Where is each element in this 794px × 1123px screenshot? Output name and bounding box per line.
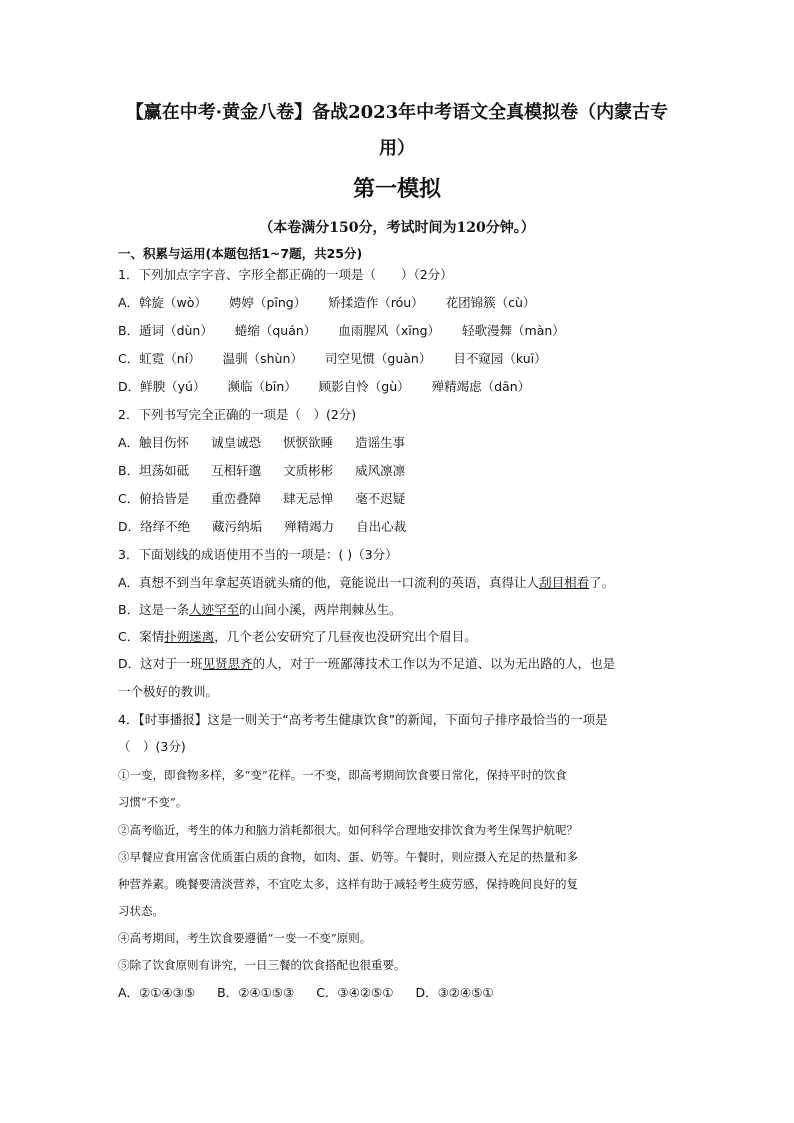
q3-b-underlined-idiom: 人迹罕至 xyxy=(189,602,240,617)
q1-c-3: 司空见惯（guàn） xyxy=(324,351,432,366)
q4-stem-points: （ ）(3分) xyxy=(118,739,186,754)
q3-a-post: 了。 xyxy=(589,575,615,590)
q3-a-pre: A．真想不到当年拿起英语就头痛的他，竟能说出一口流利的英语，真得让人 xyxy=(118,575,540,590)
q4-option-d: D．③②④⑤① xyxy=(415,985,494,1000)
q1-a-3: 矫揉造作（róu） xyxy=(328,295,424,310)
q2-b-3: 文质彬彬 xyxy=(283,463,334,478)
q1-c-2: 温驯（shùn） xyxy=(222,351,303,366)
q4-sentence-3: ③早餐应食用富含优质蛋白质的食物，如肉、蛋、奶等。午餐时，则应摄入充足的热量和多 xyxy=(118,850,578,864)
q3-a-underlined-idiom: 刮目相看 xyxy=(539,575,590,590)
q4-option-a: A．②①④③⑤ xyxy=(118,985,196,1000)
q4-options xyxy=(118,985,688,1001)
q2-c-3: 肆无忌惮 xyxy=(283,491,334,506)
q1-c-4: 目不窥园（kuī） xyxy=(453,351,547,366)
exam-note: （本卷满分150分，考试时间为120分钟。） xyxy=(259,220,535,236)
q1-option-d xyxy=(118,379,688,395)
q1-b-3: 血雨腥风（xīng） xyxy=(338,323,441,338)
q2-d-4: 自出心裁 xyxy=(356,519,407,534)
exam-title-line1: 【赢在中考·黄金八卷】备战2023年中考语文全真模拟卷（内蒙古专 xyxy=(125,102,669,123)
q3-c-underlined-idiom: 扑朔迷离 xyxy=(164,629,215,644)
q2-c-4: 毫不迟疑 xyxy=(355,491,406,506)
q2-c-1: C．俯拾皆是 xyxy=(118,491,190,506)
q4-stem: 4．【时事播报】这是一则关于“高考考生健康饮食”的新闻，下面句子排序最恰当的一项是 xyxy=(118,712,608,727)
q3-option-a xyxy=(118,575,688,591)
exam-subtitle: 第一模拟 xyxy=(352,176,441,202)
q3-c-pre: C．案情 xyxy=(118,629,165,644)
q1-a-2: 娉婷（pīng） xyxy=(228,295,307,310)
q4-sentence-3-line3: 习状态。 xyxy=(118,904,164,918)
q2-c-2: 重峦叠障 xyxy=(211,491,262,506)
q1-d-4: 殚精竭虑（dān） xyxy=(431,379,531,394)
q1-d-3: 顾影自怜（gù） xyxy=(318,379,410,394)
section-heading: 一、积累与运用(本题包括1~7题，共25分) xyxy=(118,246,363,261)
q1-a-4: 花团锦簇（cù） xyxy=(445,295,536,310)
q2-b-2: 互相轩邈 xyxy=(211,463,262,478)
q3-stem: 3．下面划线的成语使用不当的一项是：( )（3分） xyxy=(118,547,398,562)
q3-option-d xyxy=(118,656,688,672)
q3-d-pre: D．这对于一班 xyxy=(118,656,203,671)
q1-a-1: A．斡旋（wò） xyxy=(118,295,207,310)
q2-b-1: B．坦荡如砥 xyxy=(118,463,190,478)
q1-b-4: 轻歌漫舞（màn） xyxy=(462,323,565,338)
q4-sentence-2: ②高考临近，考生的体力和脑力消耗都很大。如何科学合理地安排饮食为考生保驾护航呢？ xyxy=(118,823,578,837)
q2-d-2: 藏污纳垢 xyxy=(212,519,263,534)
q2-b-4: 威风凛凛 xyxy=(355,463,406,478)
exam-title-line2: 用） xyxy=(379,138,415,159)
q3-option-b xyxy=(118,602,688,618)
q2-d-3: 殚精竭力 xyxy=(284,519,335,534)
q3-d-underlined-idiom: 见贤思齐 xyxy=(202,656,253,671)
q2-d-1: D．络绎不绝 xyxy=(118,519,191,534)
q4-sentence-5: ⑤除了饮食原则有讲究，一日三餐的饮食搭配也很重要。 xyxy=(118,958,406,972)
q1-d-1: D．鲜腴（yú） xyxy=(118,379,206,394)
q2-a-3: 恹恹欲睡 xyxy=(283,435,334,450)
q1-d-2: 濒临（bīn） xyxy=(227,379,297,394)
q4-sentence-4: ④高考期间，考生饮食要遵循“一变一不变”原则。 xyxy=(118,931,372,945)
q3-d-post: 的人，对于一班鄙薄技术工作以为不足道、以为无出路的人，也是 xyxy=(252,656,616,671)
q4-sentence-1-line2: 习惯“不变”。 xyxy=(118,795,188,809)
q4-option-c: C．③④②⑤① xyxy=(316,985,394,1000)
q4-sentence-3-line2: 种营养素。晚餐要清淡营养，不宜吃太多，这样有助于减轻考生疲劳感，保持晚间良好的复 xyxy=(118,877,578,891)
q3-b-pre: B．这是一条 xyxy=(118,602,190,617)
q4-sentence-1: ①一变，即食物多样，多“变”花样。一不变，即高考期间饮食要日常化，保持平时的饮食 xyxy=(118,768,567,782)
q1-b-2: 蜷缩（quán） xyxy=(234,323,317,338)
q2-a-1: A．触目伤怀 xyxy=(118,435,190,450)
q2-option-a xyxy=(118,435,688,451)
q1-c-1: C．虹霓（ní） xyxy=(118,351,201,366)
q1-option-c xyxy=(118,351,688,367)
q1-b-1: B．遁词（dùn） xyxy=(118,323,213,338)
q1-option-b xyxy=(118,323,688,339)
q3-c-post: ，几个老公安研究了几昼夜也没研究出个眉目。 xyxy=(214,629,477,644)
q2-option-b xyxy=(118,463,688,479)
q1-stem: 1．下列加点字字音、字形全都正确的一项是（ ）（2分） xyxy=(118,267,453,282)
q2-option-d xyxy=(118,519,688,535)
q3-b-post: 的山间小溪，两岸荆棘丛生。 xyxy=(239,602,402,617)
q4-option-b: B．②④①⑤③ xyxy=(217,985,295,1000)
q2-a-4: 造谣生事 xyxy=(355,435,406,450)
q2-option-c xyxy=(118,491,688,507)
q1-option-a xyxy=(118,295,688,311)
q2-a-2: 诚皇诚恐 xyxy=(211,435,262,450)
q3-option-c xyxy=(118,629,688,645)
q2-stem: 2．下列书写完全正确的一项是（ ）(2分) xyxy=(118,407,357,422)
q3-option-d-line2: 一个极好的教训。 xyxy=(118,684,219,699)
